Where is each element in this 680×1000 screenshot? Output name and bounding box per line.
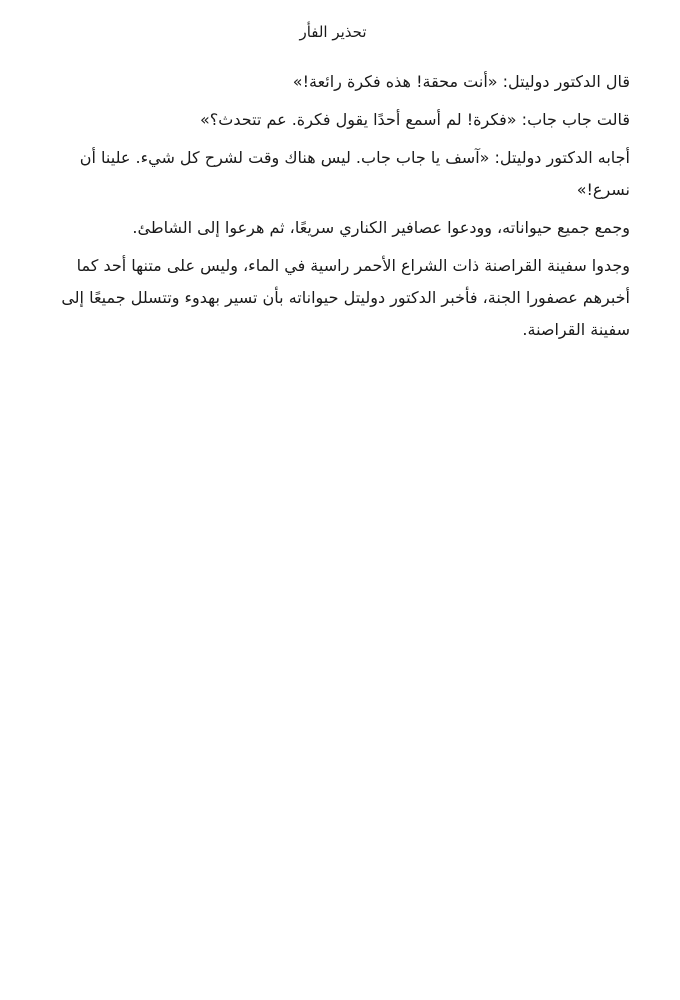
paragraph: أجابه الدكتور دوليتل: «آسف يا جاب جاب. ليس هناك وقت لشرح كل شيء. علينا أن نسرع!» — [79, 148, 630, 199]
paragraph: قال الدكتور دوليتل: «أنت محقة! هذه فكرة رائعة!» — [292, 72, 630, 91]
story-body — [36, 66, 630, 346]
page-title: تحذير الفأر — [299, 23, 367, 41]
paragraph: قالت جاب جاب: «فكرة! لم أسمع أحدًا يقول فكرة. عم تتحدث؟» — [200, 110, 630, 129]
paragraph: وجمع جميع حيواناته، وودعوا عصافير الكناري سريعًا، ثم هرعوا إلى الشاطئ. — [132, 218, 630, 237]
paragraph: وجدوا سفينة القراصنة ذات الشراع الأحمر راسية في الماء، وليس على متنها أحد كما أخبرهم عصفورا الجنة، فأخبر الدكتور دوليتل حيواناته بأن تسير بهدوء وتتسلل جميعًا إلى سفينة القراصنة. — [61, 256, 630, 339]
